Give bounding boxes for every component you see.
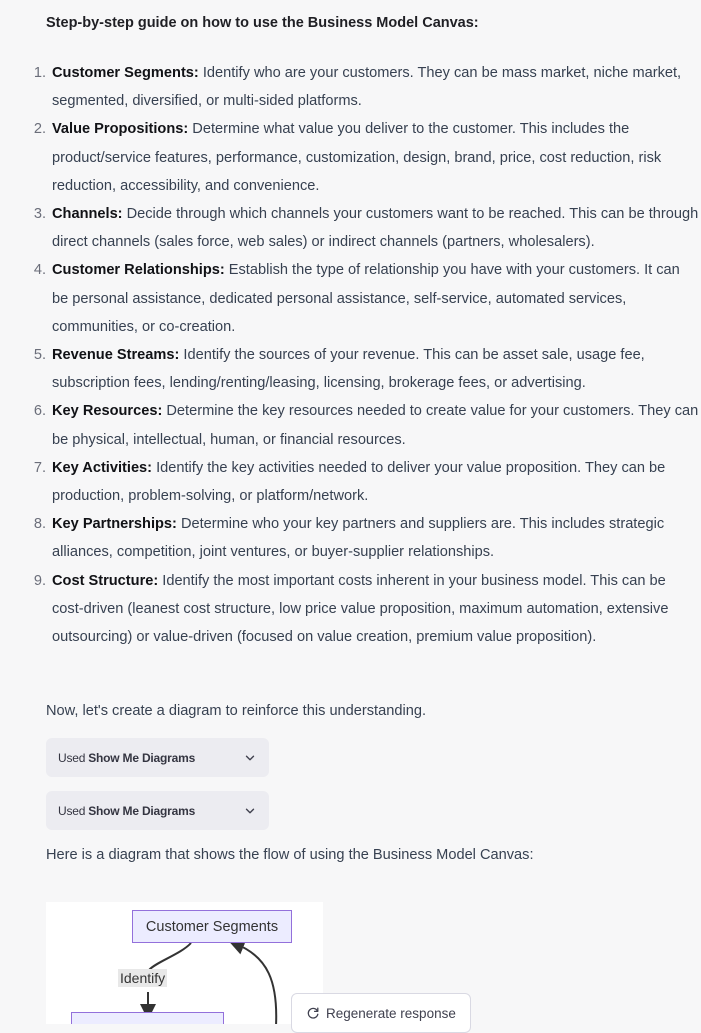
list-item bbox=[0, 397, 701, 453]
list-item bbox=[0, 510, 701, 566]
step-body: Identify the key activities needed to deliver your value proposition. They can be production, problem-solving, or platform/network. bbox=[52, 459, 666, 505]
step-title: Key Activities: bbox=[52, 459, 153, 476]
diagram-node-customer-segments: Customer Segments bbox=[132, 910, 292, 943]
step-title: Cost Structure: bbox=[52, 572, 159, 589]
step-title: Key Partnerships: bbox=[52, 516, 177, 533]
plugin-usage-toggle[interactable] bbox=[46, 738, 269, 777]
guide-heading: Step-by-step guide on how to use the Business Model Canvas: bbox=[46, 15, 479, 31]
step-body: Decide through which channels your customers want to be reached. This can be through direct channels (sales force, web sales) or indirect channels (partners, wholesalers). bbox=[52, 206, 699, 251]
step-body: Identify the most important costs inherent in your business model. This can be cost-driven (leanest cost structure, low price value proposition, maximum automation, extensive outsourcing) or value-driven (focused on value creation, premium value proposition). bbox=[52, 572, 669, 646]
plugin-name: Show Me Diagrams bbox=[88, 750, 196, 765]
step-number: 1. bbox=[33, 65, 46, 81]
step-body: Identify the sources of your revenue. This can be asset sale, usage fee, subscription fees, lending/renting/leasing, licensing, brokerage fees, or advertising. bbox=[52, 347, 645, 392]
step-body: Identify who are your customers. They can be mass market, niche market, segmented, diversified, or multi-sided platforms. bbox=[52, 65, 682, 110]
step-number: 5. bbox=[33, 347, 46, 364]
step-title: Key Resources: bbox=[52, 403, 163, 420]
list-item bbox=[0, 256, 701, 341]
step-body: Determine what value you deliver to the customer. This includes the product/service features, performance, customization, design, brand, price, cost reduction, risk reduction, accessibility, and convenience. bbox=[52, 121, 662, 194]
step-title: Channels: bbox=[52, 206, 123, 223]
list-item bbox=[0, 567, 701, 652]
list-item bbox=[0, 200, 701, 256]
step-title: Customer Relationships: bbox=[52, 262, 225, 279]
diagram-edge-label: Identify bbox=[120, 970, 166, 986]
list-item bbox=[0, 59, 701, 115]
step-number: 3. bbox=[33, 206, 46, 223]
step-number: 9. bbox=[33, 572, 46, 589]
step-number: 2. bbox=[33, 121, 46, 138]
step-title: Value Propositions: bbox=[52, 121, 189, 138]
step-body: Determine the key resources needed to create value for your customers. They can be physical, intellectual, human, or financial resources. bbox=[52, 403, 699, 448]
plugin-used-label: Used bbox=[58, 803, 86, 818]
chevron-down-icon bbox=[243, 804, 257, 818]
regenerate-response-button[interactable] bbox=[291, 993, 471, 1033]
list-item bbox=[0, 341, 701, 397]
steps-list bbox=[0, 59, 701, 651]
chevron-down-icon bbox=[243, 751, 257, 765]
step-title: Customer Segments: bbox=[52, 65, 199, 81]
refresh-icon bbox=[306, 1006, 320, 1020]
intro-text: Now, let's create a diagram to reinforce this understanding. bbox=[46, 703, 426, 719]
step-title: Revenue Streams: bbox=[52, 347, 180, 364]
step-number: 6. bbox=[33, 403, 46, 420]
step-number: 4. bbox=[33, 262, 46, 279]
plugin-used-label: Used bbox=[58, 750, 86, 765]
diagram-node bbox=[71, 1012, 224, 1024]
diagram-caption: Here is a diagram that shows the flow of using the Business Model Canvas: bbox=[46, 847, 534, 863]
edge-return bbox=[236, 944, 276, 1024]
step-body: Establish the type of relationship you have with your customers. It can be personal assistance, dedicated personal assistance, self-service, automated services, communities, or co-creation. bbox=[52, 262, 680, 335]
step-number: 8. bbox=[33, 516, 46, 533]
edge-identify bbox=[149, 943, 191, 970]
step-body: Determine who your key partners and suppliers are. This includes strategic alliances, competition, joint ventures, or buyer-supplier relationships. bbox=[52, 516, 665, 561]
plugin-usage-toggle[interactable] bbox=[46, 791, 269, 830]
list-item bbox=[0, 454, 701, 510]
list-item bbox=[0, 115, 701, 200]
plugin-name: Show Me Diagrams bbox=[88, 803, 196, 818]
regenerate-label: Regenerate response bbox=[326, 1005, 456, 1021]
step-number: 7. bbox=[33, 459, 46, 476]
flow-diagram bbox=[46, 902, 323, 1024]
